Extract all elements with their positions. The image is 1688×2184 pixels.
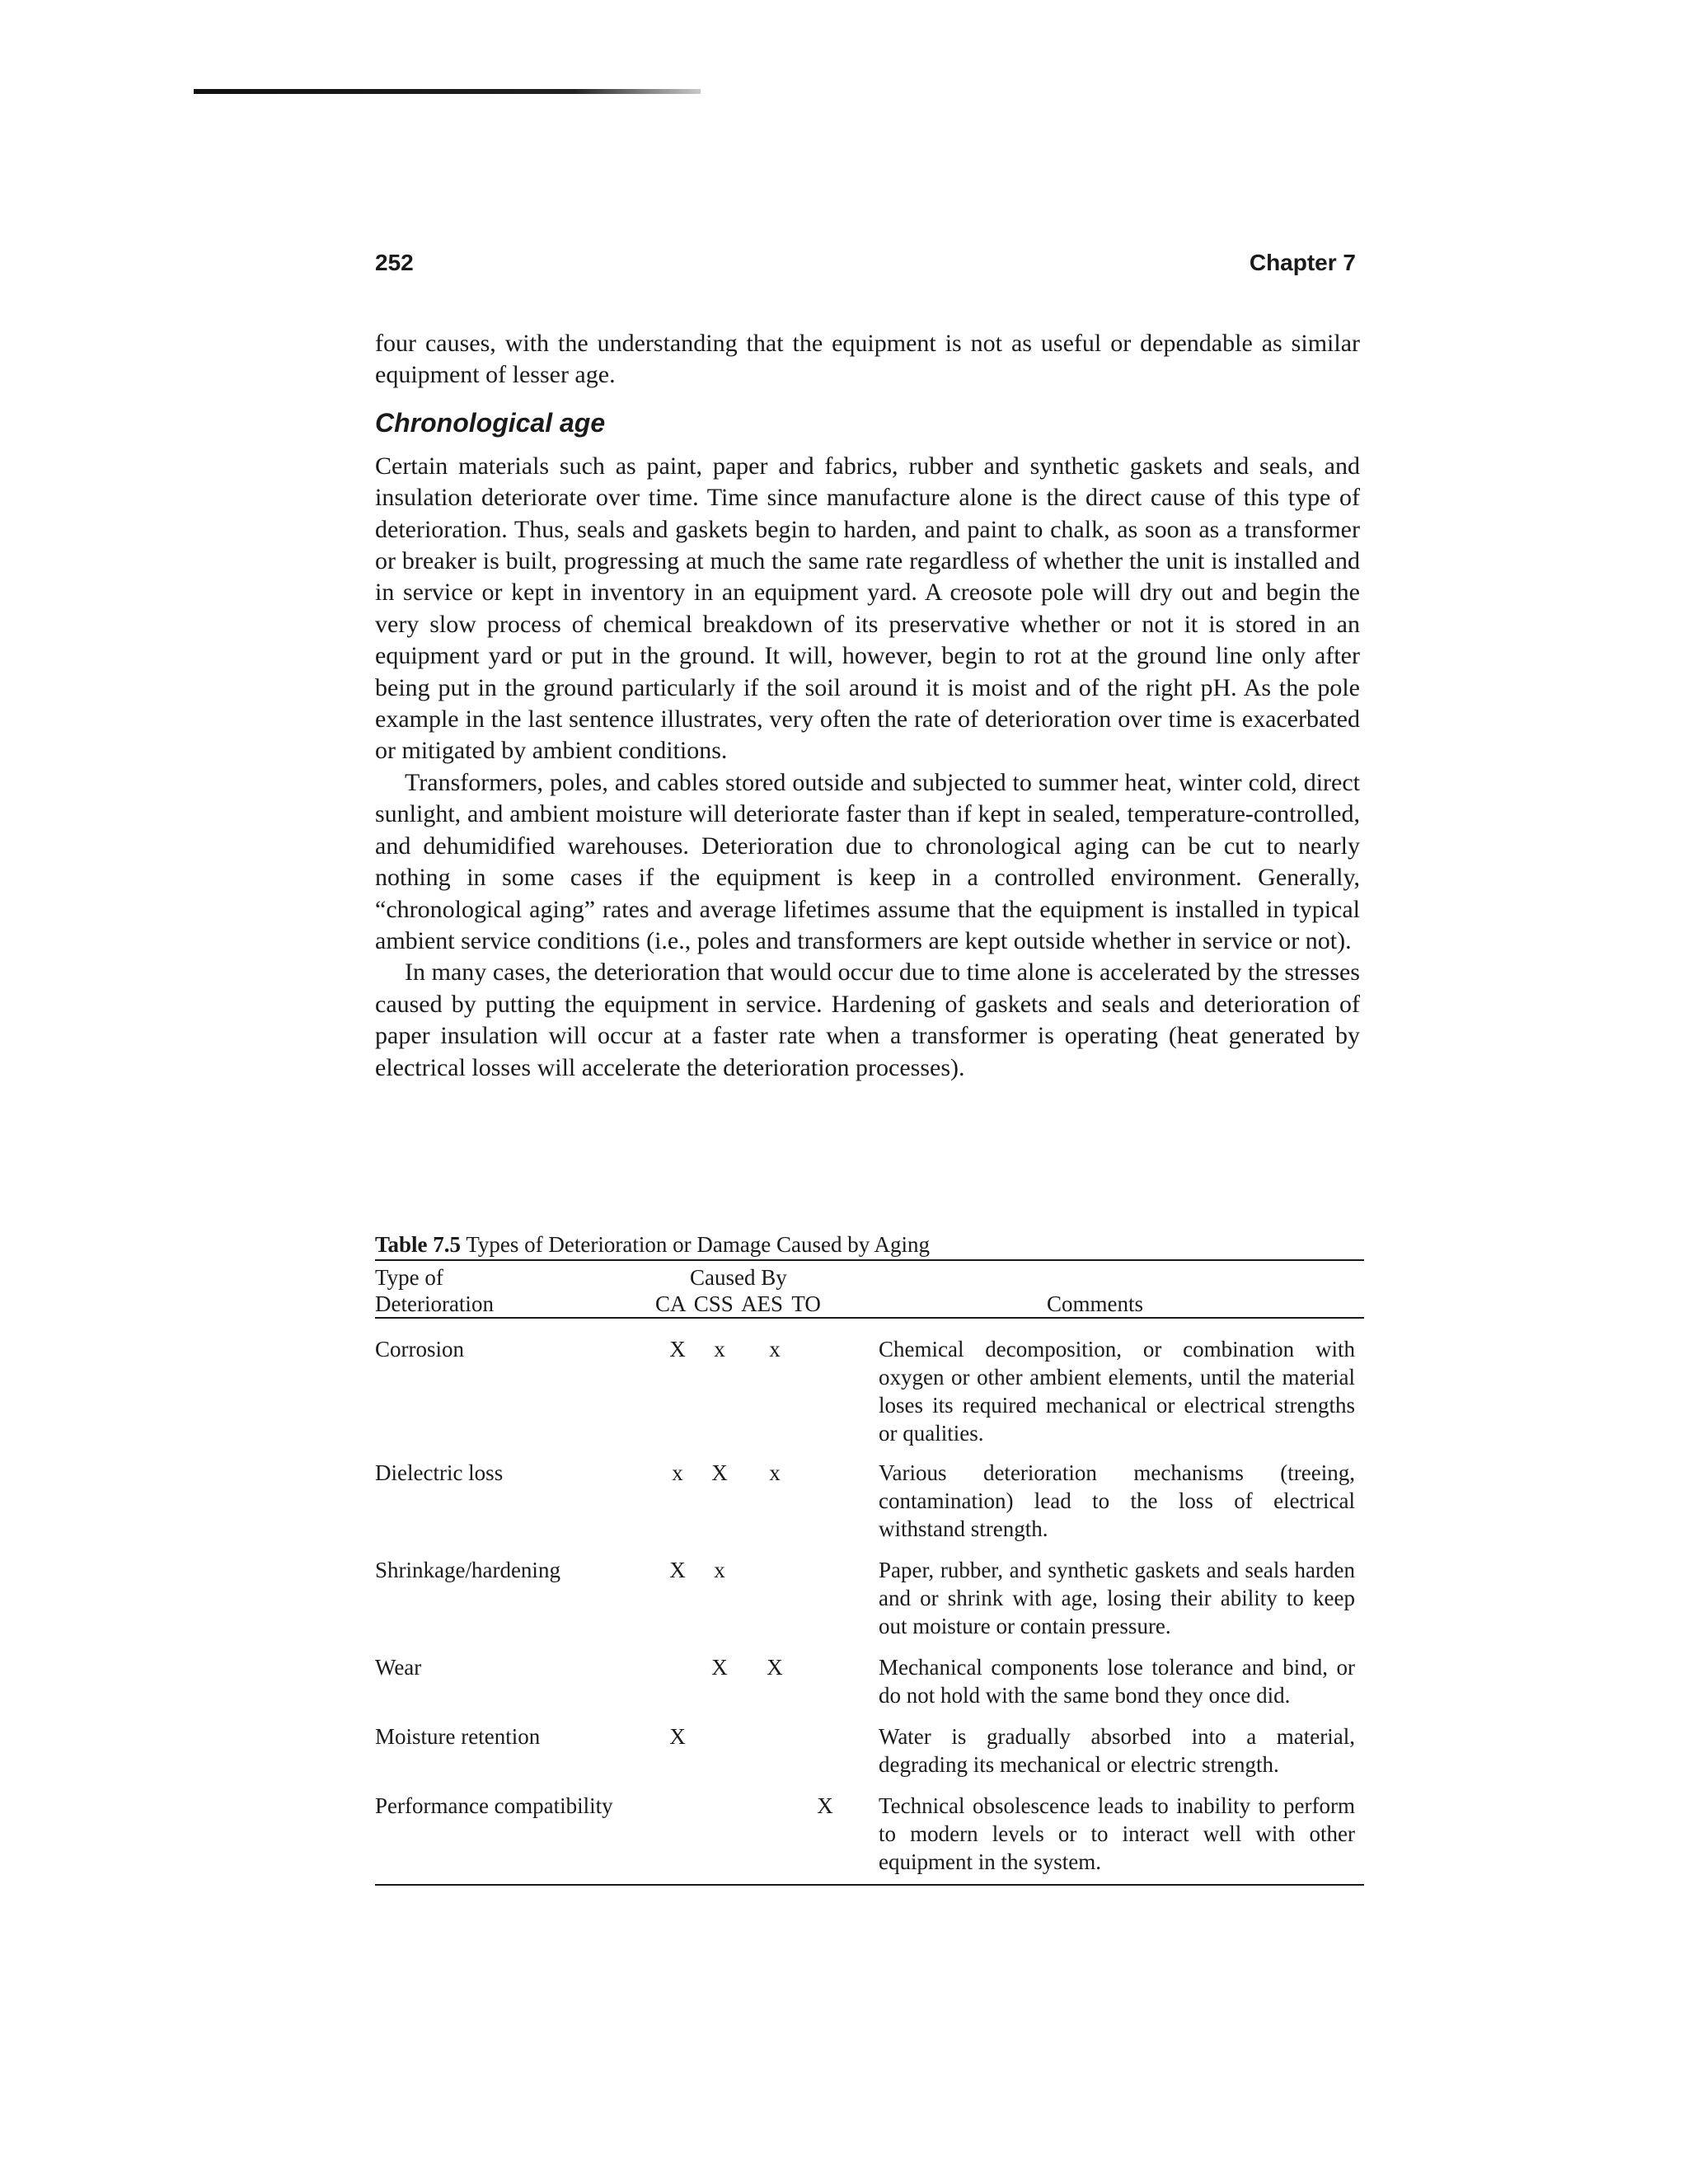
header-type [375, 1264, 494, 1317]
paragraph-2: Transformers, poles, and cables stored outside and subjected to summer heat, winter cold, direct sunlight, and ambient moisture will deteriorate faster than if kept in sealed, temperature-controlled, and dehumidified warehouses. Deterioration due to chronological aging can be cut to nearly nothing in some cases if the equipment is keep in a controlled environment. Generally, “chronological aging” rates and average lifetimes assume that the equipment is installed in typical ambient service conditions (i.e., poles and transformers are kept outside whether in service or not). [375, 768, 1360, 954]
header-comments: Comments [1047, 1291, 1144, 1316]
page-number: 252 [375, 250, 414, 275]
cause-mark-ca: X [669, 1724, 686, 1749]
table-row [375, 1653, 1364, 1709]
cause-mark-css: X [711, 1655, 728, 1680]
cause-mark-css: x [714, 1337, 725, 1361]
table-row [375, 1556, 1364, 1640]
deterioration-comment: Various deterioration mechanisms (treeing, contamination) lead to the loss of electrical withstand strength. [879, 1460, 1355, 1541]
table-caption-text: Types of Deterioration or Damage Caused by Aging [466, 1232, 931, 1257]
table-caption-label: Table 7.5 [375, 1232, 462, 1257]
header-cause-codes: CA CSS AES TO [655, 1291, 821, 1316]
table-header-rule [375, 1317, 1364, 1319]
table-header [375, 1261, 1364, 1317]
table-caption [375, 1230, 1364, 1259]
cause-mark-to: X [817, 1793, 833, 1818]
cause-mark-aes: x [769, 1460, 781, 1485]
deterioration-comment: Technical obsolescence leads to inability to perform to modern levels or to interact well with other equipment in the system. [879, 1793, 1355, 1874]
cause-mark-ca: X [669, 1337, 686, 1361]
deterioration-type: Dielectric loss [375, 1460, 504, 1485]
table-bottom-rule [375, 1884, 1364, 1886]
table-row [375, 1335, 1364, 1447]
body-text [375, 328, 1360, 1084]
deterioration-type: Corrosion [375, 1337, 464, 1361]
header-type-line1: Type of [375, 1265, 443, 1290]
table-row [375, 1722, 1364, 1779]
section-heading: Chronological age [375, 407, 606, 438]
table-row [375, 1792, 1364, 1876]
header-caused-by: Caused By [690, 1265, 787, 1290]
deterioration-type: Moisture retention [375, 1724, 541, 1749]
cause-mark-aes: x [769, 1337, 781, 1361]
deterioration-table [375, 1230, 1364, 1886]
cause-mark-css: X [711, 1460, 728, 1485]
cause-mark-ca: x [672, 1460, 683, 1485]
intro-paragraph: four causes, with the understanding that the equipment is not as useful or dependable as similar equipment of lesser age. [375, 330, 1360, 389]
cause-mark-css: x [714, 1558, 725, 1582]
deterioration-type: Wear [375, 1655, 422, 1680]
paragraph-1: Certain materials such as paint, paper and fabrics, rubber and synthetic gaskets and seals, and insulation deteriorate over time. Time since manufacture alone is the direct cause of this type of deterioration. Thus, seals and gaskets begin to harden, and paint to chalk, as soon as a transformer or breaker is built, progressing at much the same rate regardless of whether the unit is installed and in service or kept in inventory in an equipment yard. A creosote pole will dry out and begin the very slow process of chemical breakdown of its preservative whether or not it is stored in an equipment yard or put in the ground. It will, however, begin to rot at the ground line only after being put in the ground particularly if the soil around it is moist and of the right pH. As the pole example in the last sentence illustrates, very often the rate of deterioration over time is exacerbated or mitigated by ambient conditions. [375, 452, 1360, 765]
cause-mark-aes: X [767, 1655, 783, 1680]
header-type-line2: Deterioration [375, 1291, 494, 1316]
deterioration-comment: Mechanical components lose tolerance and bind, or do not hold with the same bond they once did. [879, 1655, 1355, 1708]
deterioration-comment: Paper, rubber, and synthetic gaskets and seals harden and or shrink with age, losing their ability to keep out moisture or contain pressure. [879, 1558, 1355, 1638]
cause-mark-ca: X [669, 1558, 686, 1582]
scan-edge-bar [194, 89, 701, 94]
deterioration-comment: Water is gradually absorbed into a material, degrading its mechanical or electric strength. [879, 1724, 1355, 1777]
deterioration-type: Shrinkage/hardening [375, 1558, 560, 1582]
table-row [375, 1459, 1364, 1543]
deterioration-type: Performance compatibility [375, 1793, 613, 1818]
deterioration-comment: Chemical decomposition, or combination with oxygen or other ambient elements, until the material loses its required mechanical or electrical strengths or qualities. [879, 1337, 1355, 1446]
chapter-title: Chapter 7 [1249, 250, 1356, 275]
paragraph-3: In many cases, the deterioration that would occur due to time alone is accelerated by the stresses caused by putting the equipment in service. Hardening of gaskets and seals and deterioration of paper insulation will occur at a faster rate when a transformer is operating (heat generated by electrical losses will accelerate the deterioration processes). [375, 958, 1360, 1081]
table-body [375, 1335, 1364, 1876]
